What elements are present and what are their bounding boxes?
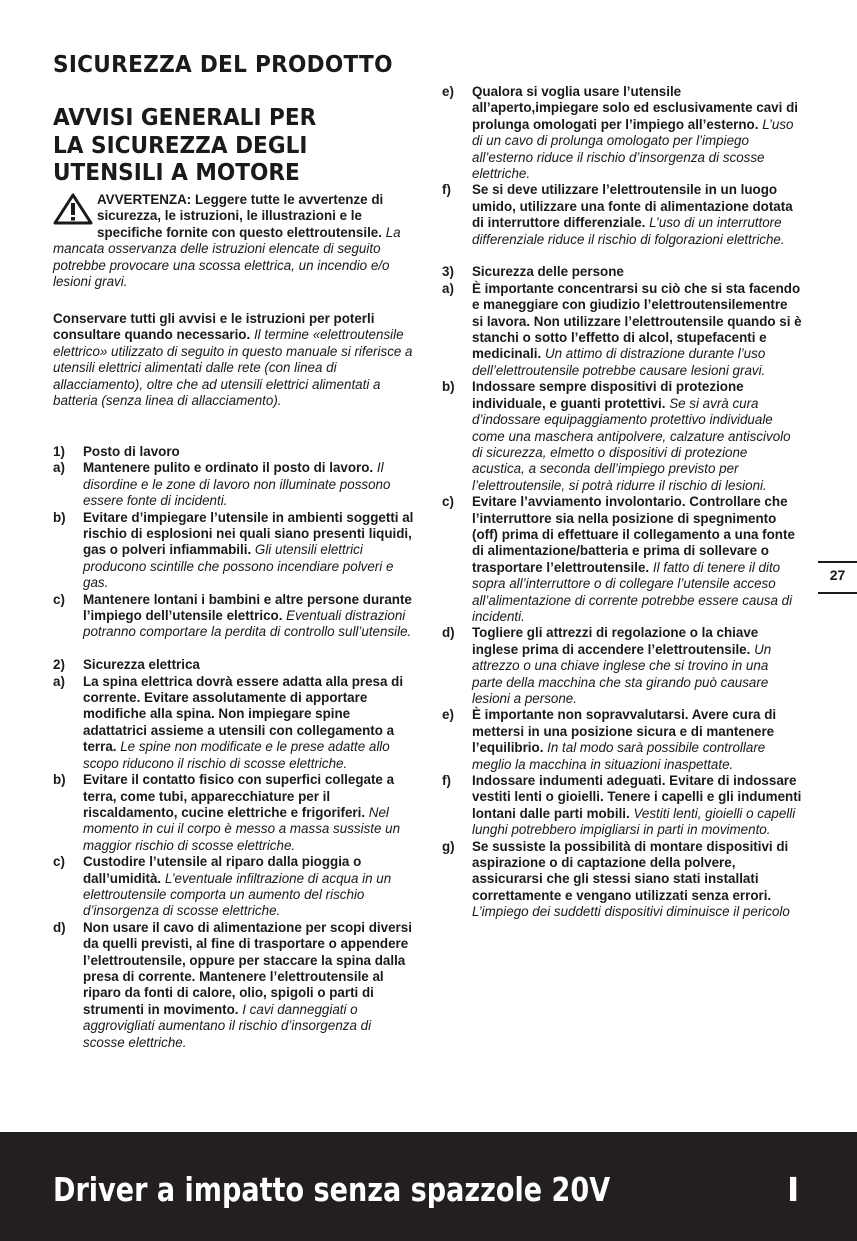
item-italic: Vestiti lenti, gioielli o capelli lunghi potrebbero impigliarsi in parti in movimento. [472,805,796,838]
item-italic: I cavi danneggiati o aggrovigliati aumentano il rischio d’insorgenza di scosse elettriche. [83,1001,372,1050]
item-label: a) [53,460,65,476]
footer-product-title: Driver a impatto senza spazzole 20V [53,1170,611,1209]
item-bold: Mantenere pulito e ordinato il posto di lavoro. [83,460,374,476]
section-heading [53,444,415,460]
item-label: a) [442,280,454,296]
item-bold: Indossare sempre dispositivi di protezione individuale, e guanti protettivi. [472,379,744,411]
item-bold: Evitare l’avviamento involontario. Controllare che l’interruttore sia nella posizione di spegnimento (off) prima di effettuare il collegamento a una fonte di alimentazione/batteria e prima di sollevare o trasportare l’elettroutensile. [472,494,795,575]
list-item [53,920,415,1051]
item-label: a) [53,673,65,689]
section-heading-text: Sicurezza elettrica [83,657,200,673]
page-number-rule-top [818,561,857,563]
item-label: b) [442,379,455,395]
item-italic: Il fatto di tenere il dito sopra all’interruttore o di collegare l’utensile acceso all’alimentazione di corrente potrebbe essere causa di incidenti. [472,559,793,624]
section-number: 1) [53,444,65,459]
item-label: d) [442,625,455,641]
section-number: 3) [442,264,454,280]
item-bold: Se si deve utilizzare l’elettroutensile in un luogo umido, utilizzare una fonte di alimentazione dotata di interruttore differenziale. [472,182,793,231]
list-item [442,839,802,921]
section-number: 2) [53,657,65,673]
item-label: g) [442,838,455,854]
item-label: e) [442,707,454,723]
warning-bold-text: AVVERTENZA: Leggere tutte le avvertenze di sicurezza, le istruzioni, le illustrazioni e le specifiche fornite con questo elettroutensile. [97,192,384,240]
right-column-list [442,84,802,921]
left-column-list [53,444,415,1051]
item-italic: Nel momento in cui il corpo è messo a massa sussiste un maggior rischio di scosse elettriche. [83,804,401,853]
list-item [442,625,802,707]
subtitle-line: LA SICUREZZA DEGLI [53,130,308,159]
list-item [442,773,802,839]
section-heading-text: Posto di lavoro [83,444,180,459]
item-label: f) [442,182,451,198]
item-italic: Le spine non modificate e le prese adatte allo scopo riducono il rischio di scosse elettriche. [83,739,390,771]
page-number: 27 [829,567,846,583]
subtitle-line: UTENSILI A MOTORE [53,158,300,186]
item-italic: In tal modo sarà possibile controllare meglio la macchina in situazioni inaspettate. [472,740,766,772]
list-item [442,494,802,625]
item-bold: Se sussiste la possibilità di montare dispositivi di aspirazione o di captazione della polvere, assicurarsi che gli stessi siano stati installati correttamente e vengano utilizzati senza errori. [472,838,789,903]
item-bold: Mantenere lontani i bambini e altre persone durante l’impiego dell’utensile elettrico. [83,591,412,624]
subtitle [53,104,316,187]
item-label: d) [53,919,66,935]
list-item [442,379,802,494]
list-item [53,854,415,920]
item-italic: Un attimo di distrazione durante l’uso dell’elettroutensile potrebbe causare lesioni gravi. [472,346,766,378]
keep-bold-text: Conservare tutti gli avvisi e le istruzioni per poterli consultare quando necessario. [53,311,375,343]
keep-italic-text: Il termine «elettroutensile elettrico» utilizzato di seguito in questo manuale si riferisce a utensili elettrici alimentati dalle rete (con linea di allacciamento), oltre che ad utensili elettrici alimentati a batteria (senza linea di allacciamento). [53,327,413,409]
section-heading [442,264,802,280]
list-item [442,84,802,182]
item-italic: L’uso di un interruttore differenziale riduce il rischio di folgorazioni elettriche. [472,215,785,247]
section-heading [53,657,415,673]
item-bold: È importante concentrarsi su ciò che si sta facendo e maneggiare con giudizio l’elettroutensilementre si lavora. Non utilizzare l’elettroutensile quando si è stanchi o sotto l’effetto di alcol, stupefacenti e medicinali. [472,280,802,362]
item-bold: La spina elettrica dovrà essere adatta alla presa di corrente. Evitare assolutamente di apportare modifiche alla spina. Non impiegare spine adattatrici assieme a utensili con collegamento a terra. [83,673,404,755]
item-label: e) [442,84,454,99]
item-bold: Evitare d’impiegare l’utensile in ambienti soggetti al rischio di esplosioni nei quali siano presenti liquidi, gas o polveri infiammabili. [83,509,414,558]
item-label: f) [442,773,451,789]
item-bold: Togliere gli attrezzi di regolazione o la chiave inglese prima di accendere l’elettroutensile. [472,625,759,657]
warning-italic-text: La mancata osservanza delle istruzioni elencate di seguito potrebbe provocare una scossa elettrica, un incendio e/o lesioni gravi. [53,224,401,290]
footer-language-code: I [787,1170,800,1209]
item-italic: L’impiego dei suddetti dispositivi diminuisce il pericolo [472,904,790,920]
list-item [442,182,802,248]
item-bold: Custodire l’utensile al riparo dalla pioggia o dall’umidità. [83,854,362,886]
section-title: SICUREZZA DEL PRODOTTO [53,50,393,78]
section-heading-text: Sicurezza delle persone [472,264,624,280]
item-italic: Il disordine e le zone di lavoro non illuminate possono essere fonte di incidenti. [83,460,391,509]
item-label: c) [53,854,65,870]
list-item [442,707,802,773]
list-item [53,460,415,509]
list-item [53,772,415,854]
item-label: c) [442,494,454,510]
list-item [53,510,415,592]
item-label: b) [53,509,66,525]
item-label: b) [53,772,66,788]
warning-triangle-icon [53,193,93,225]
page-number-rule-bottom [818,592,857,594]
item-italic: Eventuali distrazioni potranno comportare la perdita di controllo sull’utensile. [83,608,412,640]
item-italic: Gli utensili elettrici producono scintille che possono incendiare polveri e gas. [83,542,394,591]
item-italic: Un attrezzo o una chiave inglese che si trovino in una parte della macchina che sta girando può causare lesioni a persone. [472,641,772,707]
item-label: c) [53,591,65,607]
list-item [53,592,415,641]
item-bold: Non usare il cavo di alimentazione per scopi diversi da quelli previsti, al fine di trasportare o appendere l’elettroutensile, oppure per staccare la spina dalla presa di corrente. Mantenere l’elettroutensile al riparo da fonti di calore, olio, spigoli o parti di strumenti in movimento. [83,919,412,1017]
item-italic: L’uso di un cavo di prolunga omologato per l’impiego all’esterno riduce il rischio d’insorgenza di scosse elettriche. [472,116,794,182]
item-bold: Evitare il contatto fisico con superfici collegate a terra, come tubi, apparecchiature per il riscaldamento, cucine elettriche e frigoriferi. [83,772,395,820]
keep-instructions [53,311,415,409]
item-bold: Indossare indumenti adeguati. Evitare di indossare vestiti lenti o gioielli. Tenere i capelli e gli indumenti lontani dalle parti mobili. [472,773,802,821]
item-bold: Qualora si voglia usare l’utensile all’aperto,impiegare solo ed esclusivamente cavi di prolunga omologati per l’impiego all’esterno. [472,84,798,132]
item-italic: Se si avrà cura d’indossare equipaggiamento protettivo individuale come una maschera antipolvere, calzature antiscivolo di sicurezza, elmetto o dispositivi di protezione acustica, a seconda dell’impiego previsto per l’elettroutensile, si potrà ridurre il rischio di lesioni. [472,395,791,493]
item-bold: È importante non sopravvalutarsi. Avere cura di mettersi in una posizione sicura e di mantenere l’equilibrio. [472,707,777,756]
list-item [53,674,415,772]
subtitle-line: AVVISI GENERALI PER [53,103,317,131]
warning-paragraph [53,192,415,290]
list-item [442,281,802,379]
item-italic: L’eventuale infiltrazione di acqua in un elettroutensile comporta un aumento del rischio d’insorgenza di scosse elettriche. [83,870,392,919]
